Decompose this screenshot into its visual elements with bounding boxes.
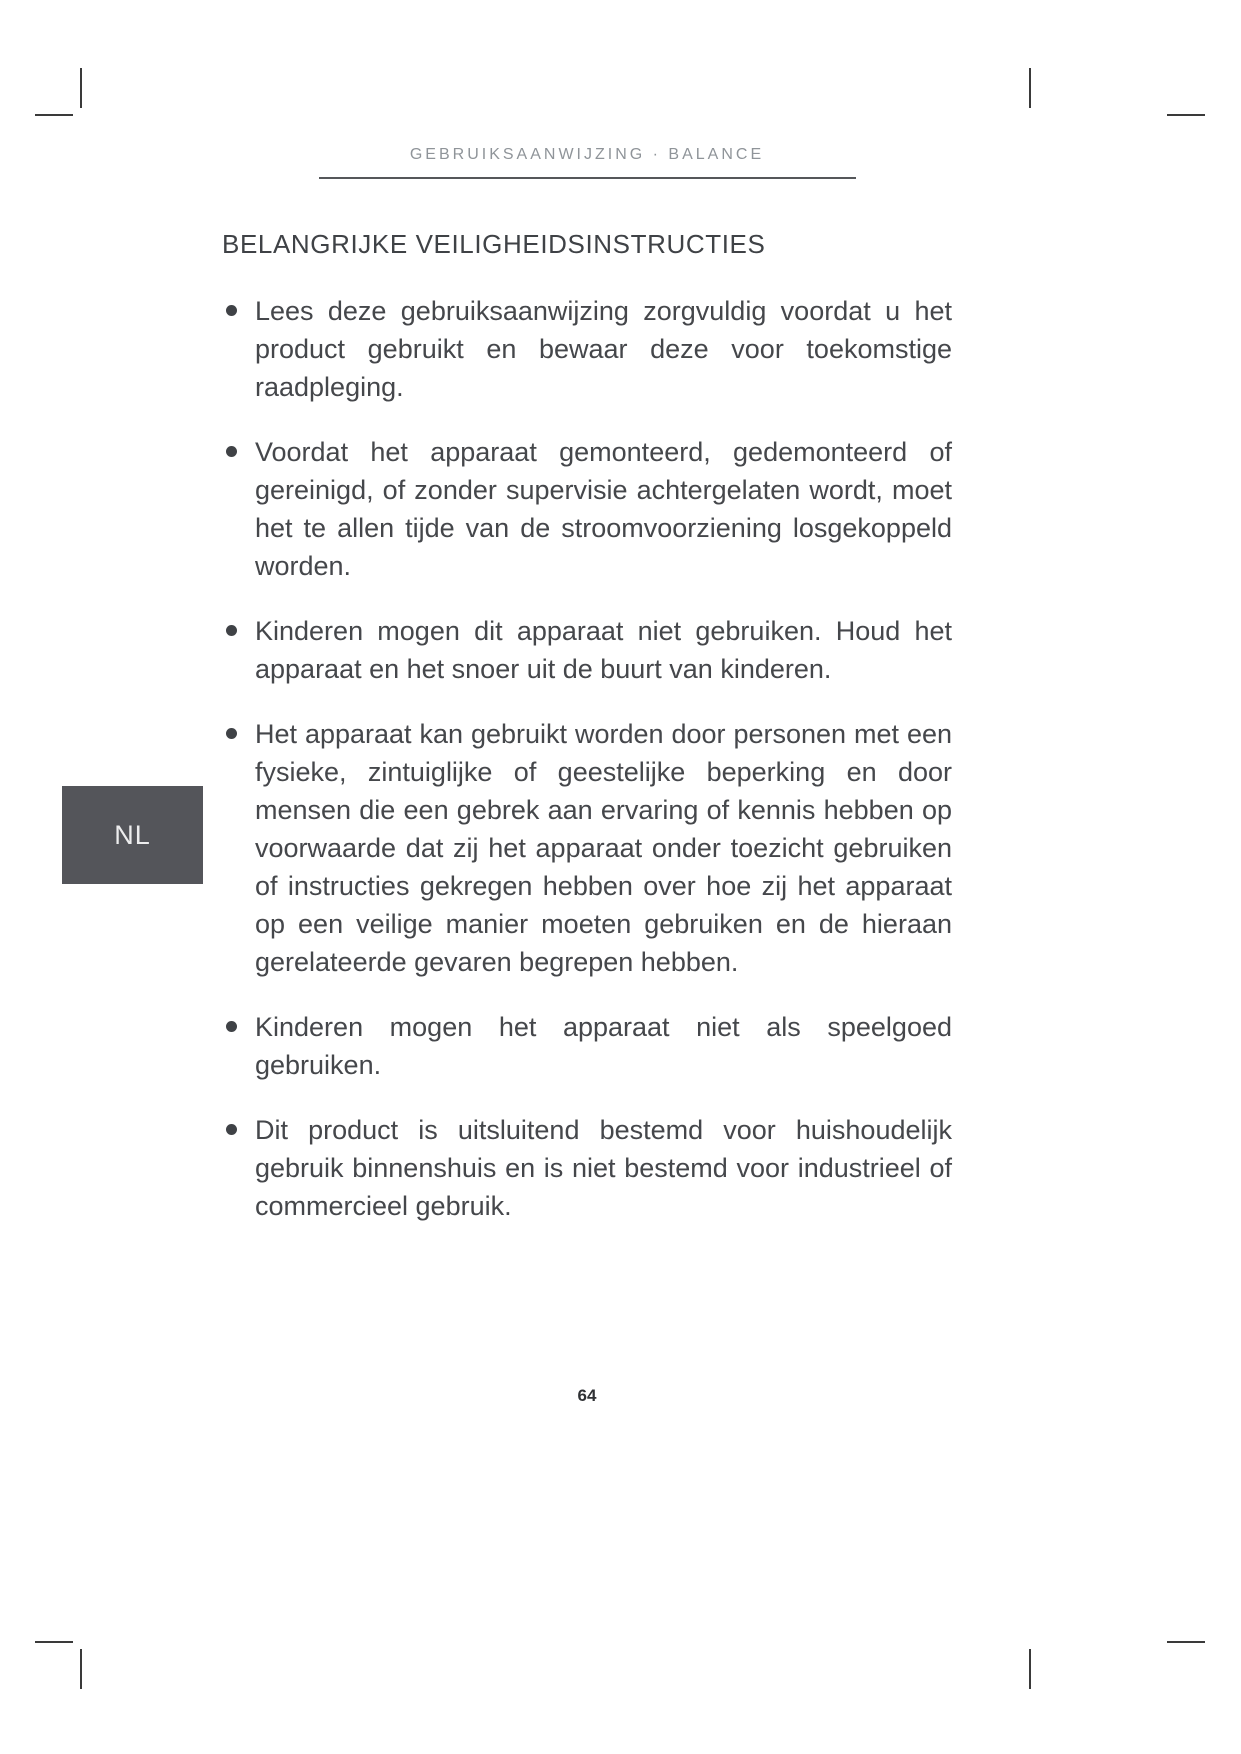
list-item: Dit product is uitsluitend bestemd voor huishoudelijk gebruik binnenshuis en is niet bestemd voor industrieel of commercieel gebruik. bbox=[222, 1111, 952, 1225]
crop-mark-bottom-left-horizontal bbox=[35, 1641, 73, 1643]
language-tab: NL bbox=[62, 786, 203, 884]
crop-mark-top-left-horizontal bbox=[35, 114, 73, 116]
crop-mark-bottom-right-vertical bbox=[1029, 1649, 1031, 1689]
list-item: Kinderen mogen dit apparaat niet gebruiken. Houd het apparaat en het snoer uit de buurt van kinderen. bbox=[222, 612, 952, 688]
document-content bbox=[222, 146, 952, 1252]
crop-mark-bottom-left-vertical bbox=[80, 1649, 82, 1689]
crop-mark-top-left-vertical bbox=[80, 68, 82, 108]
crop-mark-top-right-horizontal bbox=[1167, 114, 1205, 116]
page-title: BELANGRIJKE VEILIGHEIDSINSTRUCTIES bbox=[222, 229, 766, 259]
list-item: Voordat het apparaat gemonteerd, gedemonteerd of gereinigd, of zonder supervisie achtergelaten wordt, moet het te allen tijde van de stroomvoorziening losgekoppeld worden. bbox=[222, 433, 952, 585]
safety-instructions-list bbox=[222, 292, 952, 1225]
header-rule-divider bbox=[319, 177, 856, 179]
document-header: GEBRUIKSAANWIJZING · BALANCE bbox=[409, 146, 765, 163]
crop-mark-top-right-vertical bbox=[1029, 68, 1031, 108]
list-item: Kinderen mogen het apparaat niet als speelgoed gebruiken. bbox=[222, 1008, 952, 1084]
list-item: Het apparaat kan gebruikt worden door personen met een fysieke, zintuiglijke of geestelijke beperking en door mensen die een gebrek aan ervaring of kennis hebben op voorwaarde dat zij het apparaat onder toezicht gebruiken of instructies gekregen hebben over hoe zij het apparaat op een veilige manier moeten gebruiken en de hieraan gerelateerde gevaren begrepen hebben. bbox=[222, 715, 952, 981]
list-item: Lees deze gebruiksaanwijzing zorgvuldig voordat u het product gebruikt en bewaar deze voor toekomstige raadpleging. bbox=[222, 292, 952, 406]
page-number: 64 bbox=[577, 1386, 597, 1405]
crop-mark-bottom-right-horizontal bbox=[1167, 1641, 1205, 1643]
